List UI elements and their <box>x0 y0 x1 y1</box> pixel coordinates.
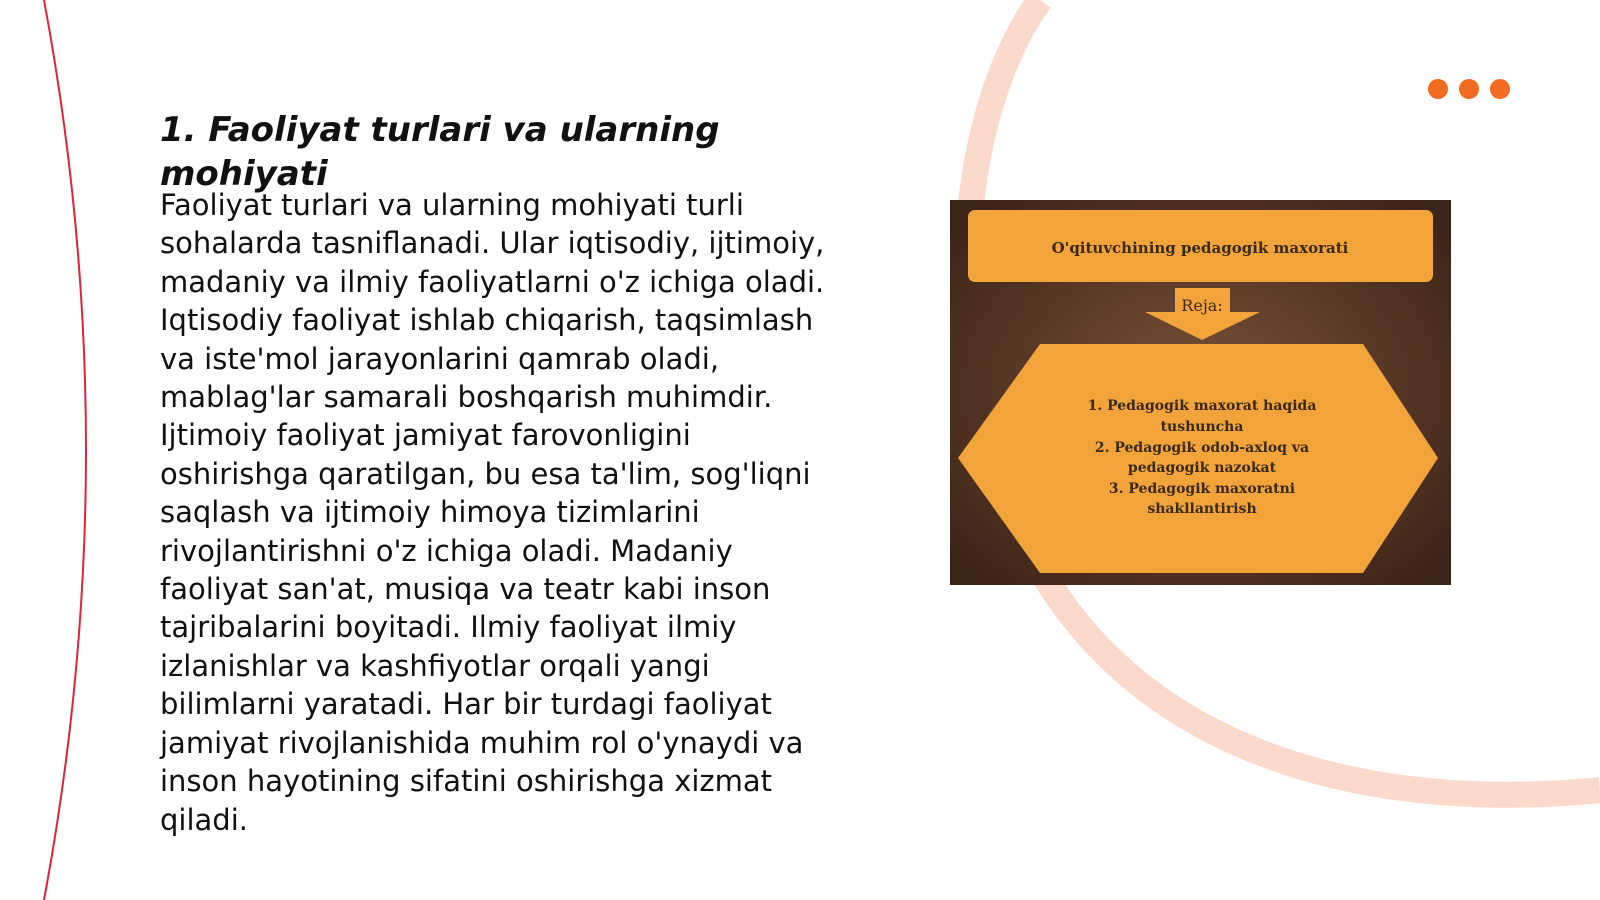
plan-item-line: pedagogik nazokat <box>1127 460 1277 476</box>
figure-arrow-label: Reja: <box>1181 296 1223 315</box>
decorative-line <box>44 0 86 900</box>
dot-2 <box>1459 79 1479 99</box>
plan-item-line: tushuncha <box>1160 419 1244 435</box>
slide-title: 1. Faoliyat turlari va ularning mohiyati <box>160 110 720 194</box>
figure-header-text: O'qituvchining pedagogik maxorati <box>1051 239 1349 257</box>
plan-item-line: 2. Pedagogik odob-axloq va <box>1094 440 1310 456</box>
slide-body-text: Faoliyat turlari va ularning mohiyati turli sohalarda tasniflanadi. Ular iqtisodiy, ijtimoiy, madaniy va ilmiy faoliyatlarni o'z ichiga oladi. Iqtisodiy faoliyat ishlab chiqarish, taqsimlash va iste'mol jarayonlarini qamrab oladi, mablag'lar samarali boshqarish muhimdir. Ijtimoiy faoliyat jamiyat farovonligini oshirishga qaratilgan, bu esa ta'lim, sog'liqni saqlash va ijtimoiy himoya tizimlarini rivojlantirishni o'z ichiga oladi. Madaniy faoliyat san'at, musiqa va teatr kabi inson tajribalarini boyitadi. Ilmiy faoliyat ilmiy izlanishlar va kashfiyotlar orqali yangi bilimlarni yaratadi. Har bir turdagi faoliyat jamiyat rivojlanishida muhim rol o'ynaydi va inson hayotining sifatini oshirishga xizmat qiladi. <box>160 188 825 837</box>
dot-3 <box>1490 79 1510 99</box>
dot-1 <box>1428 79 1448 99</box>
figure-hexagon <box>958 344 1438 573</box>
plan-item-line: 3. Pedagogik maxoratni <box>1108 481 1296 497</box>
dots-ornament <box>1428 79 1510 99</box>
plan-item-line: 1. Pedagogik maxorat haqida <box>1087 398 1317 414</box>
plan-item-line: shakllantirish <box>1147 501 1257 517</box>
pedagogy-plan-figure <box>950 200 1451 585</box>
